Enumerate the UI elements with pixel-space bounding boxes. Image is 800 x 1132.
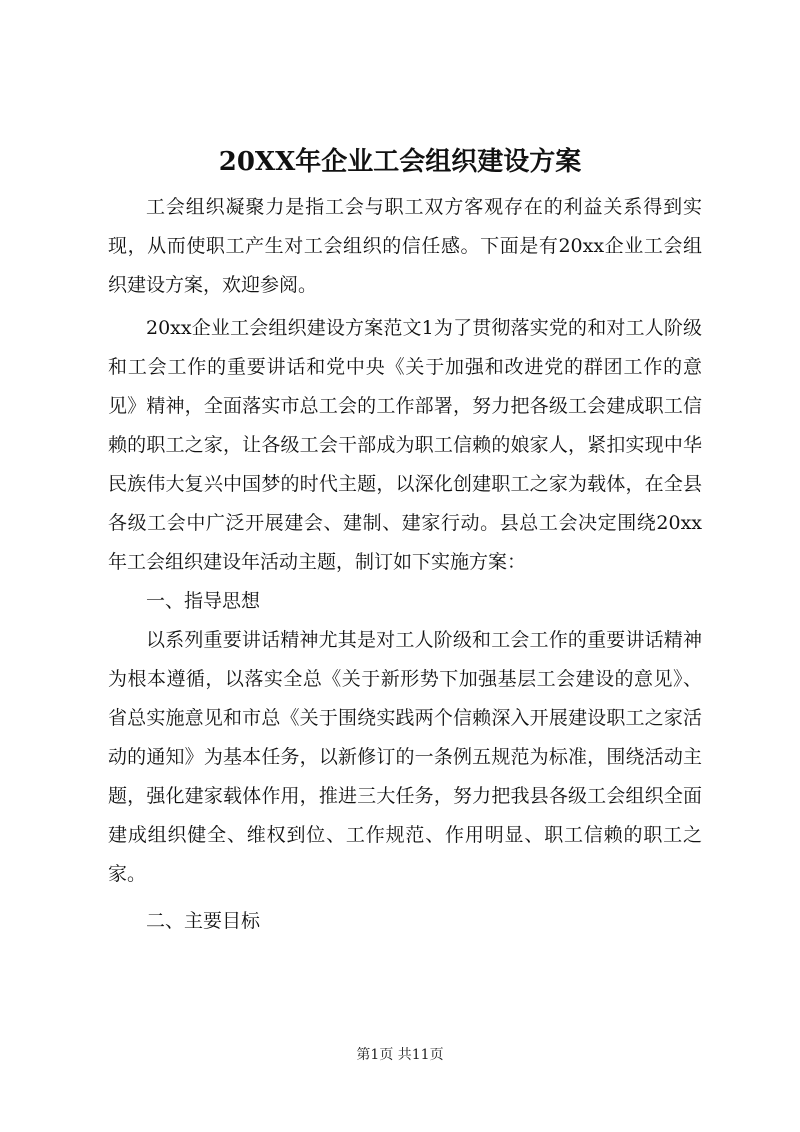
document-body: [108, 188, 702, 941]
section-heading-guiding-thought: 一、指导思想: [146, 590, 261, 612]
guiding-thought-paragraph: 以系列重要讲话精神尤其是对工人阶级和工会工作的重要讲话精神为根本遵循，以落实全总《关于新形势下加强基层工会建设的意见》、省总实施意见和市总《关于围绕实践两个信赖深入开展建设职工之家活动的通知》为基本任务，以新修订的一条例五规范为标准，围绕活动主题，强化建家载体作用，推进三大任务，努力把我县各级工会组织全面建成组织健全、维权到位、工作规范、作用明显、职工信赖的职工之家。: [108, 629, 702, 885]
section-heading-main-goals: 二、主要目标: [146, 910, 261, 932]
plan-paragraph: 20xx企业工会组织建设方案范文1为了贯彻落实党的和对工人阶级和工会工作的重要讲话和党中央《关于加强和改进党的群团工作的意见》精神，全面落实市总工会的工作部署，努力把各级工会建成职工信赖的职工之家，让各级工会干部成为职工信赖的娘家人，紧扣实现中华民族伟大复兴中国梦的时代主题，以深化创建职工之家为载体，在全县各级工会中广泛开展建会、建制、建家行动。县总工会决定围绕20xx年工会组织建设年活动主题，制订如下实施方案：: [108, 317, 702, 573]
intro-paragraph: 工会组织凝聚力是指工会与职工双方客观存在的利益关系得到实现，从而使职工产生对工会组织的信任感。下面是有20xx企业工会组织建设方案，欢迎参阅。: [108, 196, 702, 296]
document-title: 20XX年企业工会组织建设方案: [218, 147, 582, 177]
page-number-footer: 第1页 共11页: [356, 1047, 444, 1063]
